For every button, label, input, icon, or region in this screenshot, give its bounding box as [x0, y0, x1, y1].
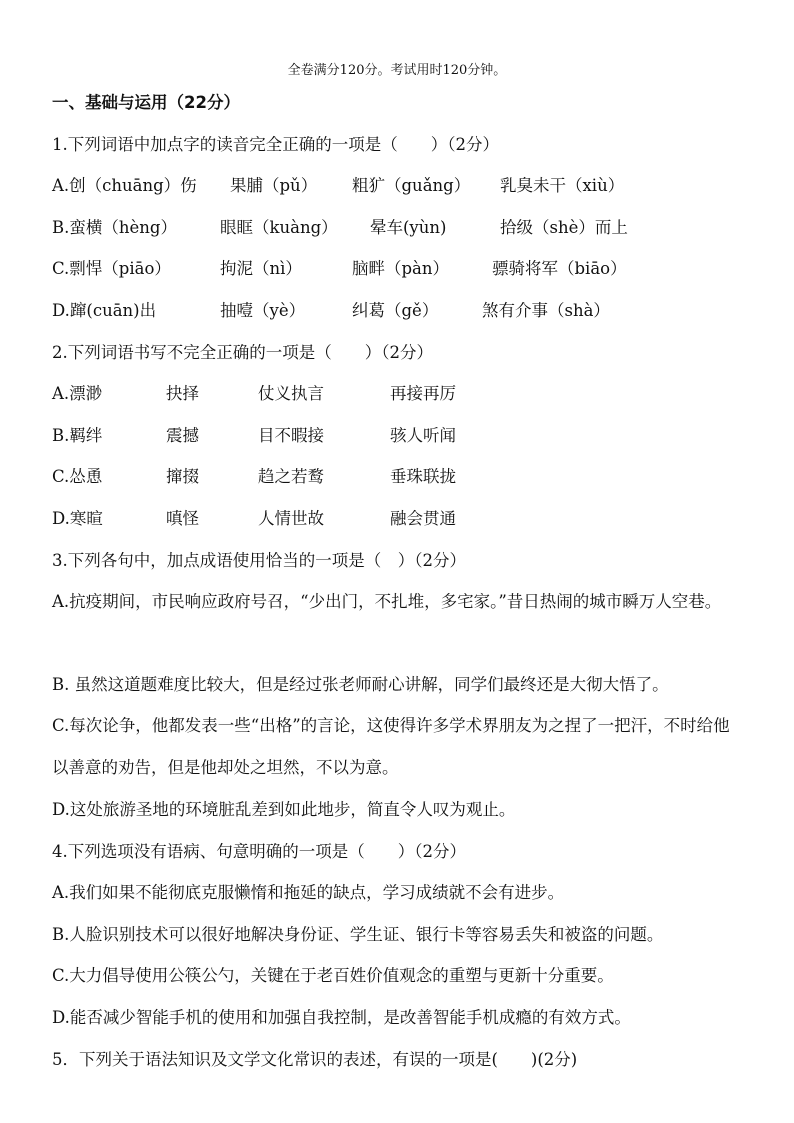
q2-b-4: 骇人听闻 — [390, 426, 456, 445]
q2-d-1: D.寒暄 — [52, 509, 103, 528]
q2-b-2: 震撼 — [166, 426, 199, 445]
q1-c-4: 骠骑将军（biāo） — [492, 259, 627, 278]
q2-c-4: 垂珠联拢 — [390, 467, 456, 486]
q1-b-1: B.蛮横（hèng） — [52, 218, 177, 237]
q3-option-a: A.抗疫期间，市民响应政府号召，“少出门，不扎堆，多宅家。”昔日热闹的城市瞬万人空巷。 — [52, 592, 722, 611]
q2-c-1: C.怂恿 — [52, 467, 103, 486]
q3-option-d: D.这处旅游圣地的环境脏乱差到如此地步，简直令人叹为观止。 — [52, 800, 516, 819]
q3-option-c: C.每次论争，他都发表一些“出格”的言论，这使得许多学术界朋友为之捏了一把汗，不时给他以善意的劝告，但是他却处之坦然，不以为意。 — [52, 716, 730, 777]
q4-option-b: B.人脸识别技术可以很好地解决身份证、学生证、银行卡等容易丢失和被盗的问题。 — [52, 925, 664, 944]
q1-a-4: 乳臭未干（xiù） — [500, 176, 625, 195]
q4-option-c: C.大力倡导使用公筷公勺，关键在于老百姓价值观念的重塑与更新十分重要。 — [52, 966, 614, 985]
q1-b-2: 眼眶（kuàng） — [220, 218, 338, 237]
q4-option-d: D.能否减少智能手机的使用和加强自我控制，是改善智能手机成瘾的有效方式。 — [52, 1008, 631, 1027]
q2-c-3: 趋之若鹜 — [258, 467, 324, 486]
q1-c-1: C.剽悍（piāo） — [52, 259, 171, 278]
q2-a-2: 抉择 — [166, 384, 199, 403]
q2-d-4: 融会贯通 — [390, 509, 456, 528]
q1-stem: 1.下列词语中加点字的读音完全正确的一项是（ ）（2分） — [52, 135, 499, 154]
q1-d-2: 抽噎（yè） — [220, 301, 306, 320]
q2-c-2: 撺掇 — [166, 467, 199, 486]
section-title: 一、基础与运用（22分） — [52, 93, 240, 112]
q1-a-3: 粗犷（guǎng） — [352, 176, 471, 195]
q2-b-3: 目不暇接 — [258, 426, 324, 445]
q2-a-1: A.漂渺 — [52, 384, 103, 403]
q2-stem: 2.下列词语书写不完全正确的一项是（ ）（2分） — [52, 343, 433, 362]
q2-a-3: 仗义执言 — [258, 384, 324, 403]
q1-c-3: 脑畔（pàn） — [352, 259, 450, 278]
q4-stem: 4.下列选项没有语病、句意明确的一项是（ ）（2分） — [52, 842, 466, 861]
q1-b-3: 晕车(yùn) — [370, 218, 447, 237]
q3-stem: 3.下列各句中，加点成语使用恰当的一项是（ ）（2分） — [52, 551, 466, 570]
q1-a-1: A.创（chuāng）伤 — [52, 176, 197, 195]
q1-a-2: 果脯（pǔ） — [230, 176, 318, 195]
q1-d-3: 纠葛（gě） — [352, 301, 439, 320]
q5-stem: 5．下列关于语法知识及文学文化常识的表述，有误的一项是( )(2分) — [52, 1050, 578, 1069]
q1-b-4: 拾级（shè）而上 — [500, 218, 628, 237]
q2-b-1: B.羁绊 — [52, 426, 103, 445]
q2-a-4: 再接再厉 — [390, 384, 456, 403]
q1-c-2: 拘泥（nì） — [220, 259, 302, 278]
exam-header: 全卷满分120分。考试用时120分钟。 — [287, 63, 507, 78]
q4-option-a: A.我们如果不能彻底克服懒惰和拖延的缺点，学习成绩就不会有进步。 — [52, 883, 565, 902]
q1-d-4: 煞有介事（shà） — [482, 301, 610, 320]
q1-d-1: D.蹿(cuān)出 — [52, 301, 157, 320]
q3-option-b: B. 虽然这道题难度比较大，但是经过张老师耐心讲解，同学们最终还是大彻大悟了。 — [52, 675, 669, 694]
q2-d-2: 嗔怪 — [166, 509, 199, 528]
q2-d-3: 人情世故 — [258, 509, 324, 528]
